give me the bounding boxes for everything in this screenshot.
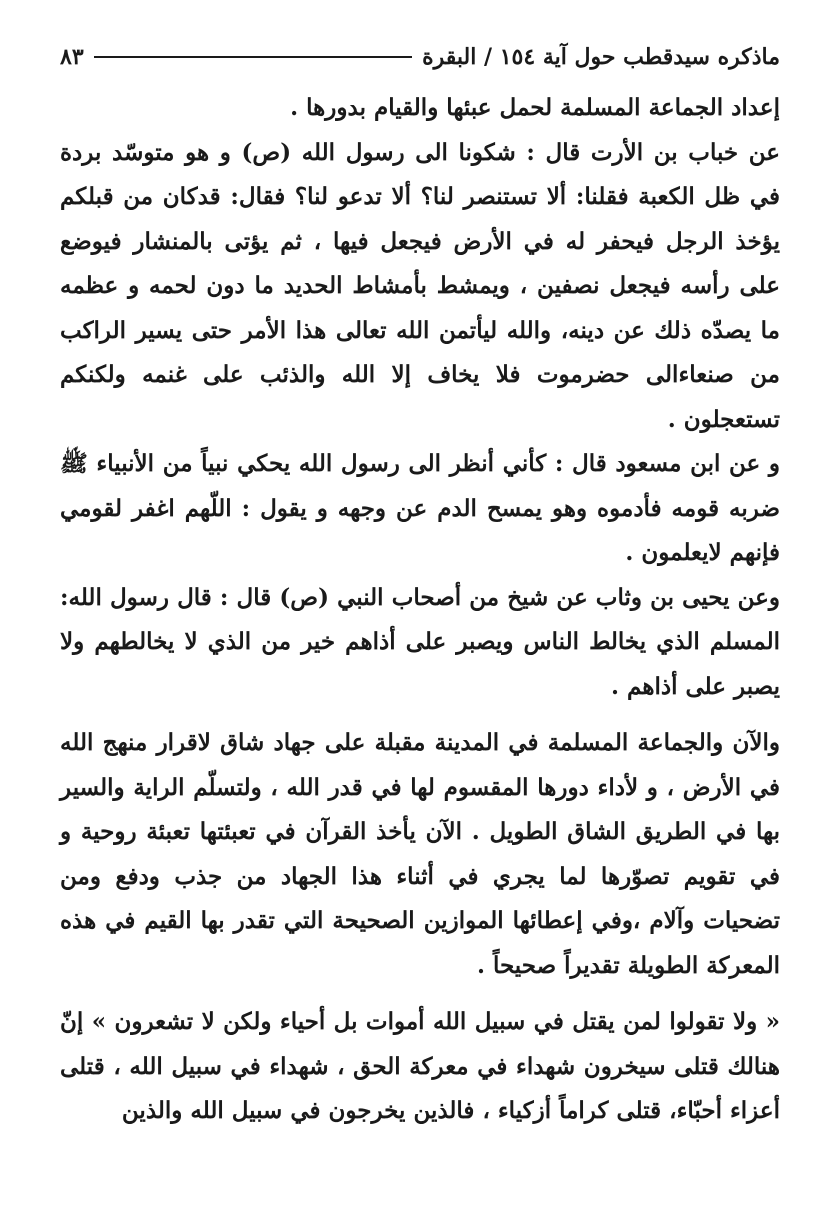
page-number: ٨٣ [60,44,84,70]
book-page [60,28,780,1198]
paragraph-ibn-masud-hadith: و عن ابن مسعود قال : كأني أنظر الى رسول الله يحكي نبياً من الأنبياء ﷺ ضربه قومه فأدموه وهو يمسح الدم عن وجهه و يقول : اللّهم اغفر لقومي فإنهم لايعلمون . [60,450,780,566]
header-title: ماذكره سيدقطب حول آية ١٥٤ / البقرة [422,44,780,70]
paragraph-yahya-hadith: وعن يحيى بن وثاب عن شيخ من أصحاب النبي (ص) قال : قال رسول الله: المسلم الذي يخالط الناس ويصبر على أذاهم خير من الذي لا يخالطهم ولا يصبر على أذاهم . [60,583,780,700]
header-rule [94,56,412,58]
body-text [60,86,780,1134]
paragraph-intro: إعداد الجماعة المسلمة لحمل عبئها والقيام بدورها . [290,94,780,121]
running-header [60,28,780,86]
paragraph-khabbab-hadith: عن خباب بن الأرت قال : شكونا الى رسول الله (ص) و هو متوسّد بردة في ظل الكعبة فقلنا: ألا تستنصر لنا؟ ألا تدعو لنا؟ فقال: قدكان من قبلكم يؤخذ الرجل فيحفر له في الأرض فيجعل فيها ، ثم يؤتى بالمنشار فيوضع على رأسه فيجعل نصفين ، ويمشط بأمشاط الحديد ما دون لحمه و عظمه ما يصدّه ذلك عن دينه، والله ليأتمن الله تعالى هذا الأمر حتى يسير الراكب من صنعاءالى حضرموت فلا يخاف إلا الله والذئب على غنمه ولكنكم تستعجلون . [60,138,780,433]
paragraph-verse-martyrs: « ولا تقولوا لمن يقتل في سبيل الله أموات بل أحياء ولكن لا تشعرون » إنّ هنالك قتلى سيخرون شهداء في معركة الحق ، شهداء في سبيل الله ، قتلى أعزاء أحبّاء، قتلى كراماً أزكياء ، فالذين يخرجون في سبيل الله والذين [60,1008,780,1124]
paragraph-community-jihad: والآن والجماعة المسلمة في المدينة مقبلة على جهاد شاق لاقرار منهج الله في الأرض ، و لأداء دورها المقسوم لها في قدر الله ، ولتسلّم الراية والسير بها في الطريق الشاق الطويل . الآن يأخذ القرآن في تعبئتها تعبئة روحية و في تقويم تصوّرها لما يجري في أثناء هذا الجهاد من جذب ودفع ومن تضحيات وآلام ،وفي إعطائها الموازين الصحيحة التي تقدر بها القيم في هذه المعركة الطويلة تقديراً صحيحاً . [60,729,780,979]
